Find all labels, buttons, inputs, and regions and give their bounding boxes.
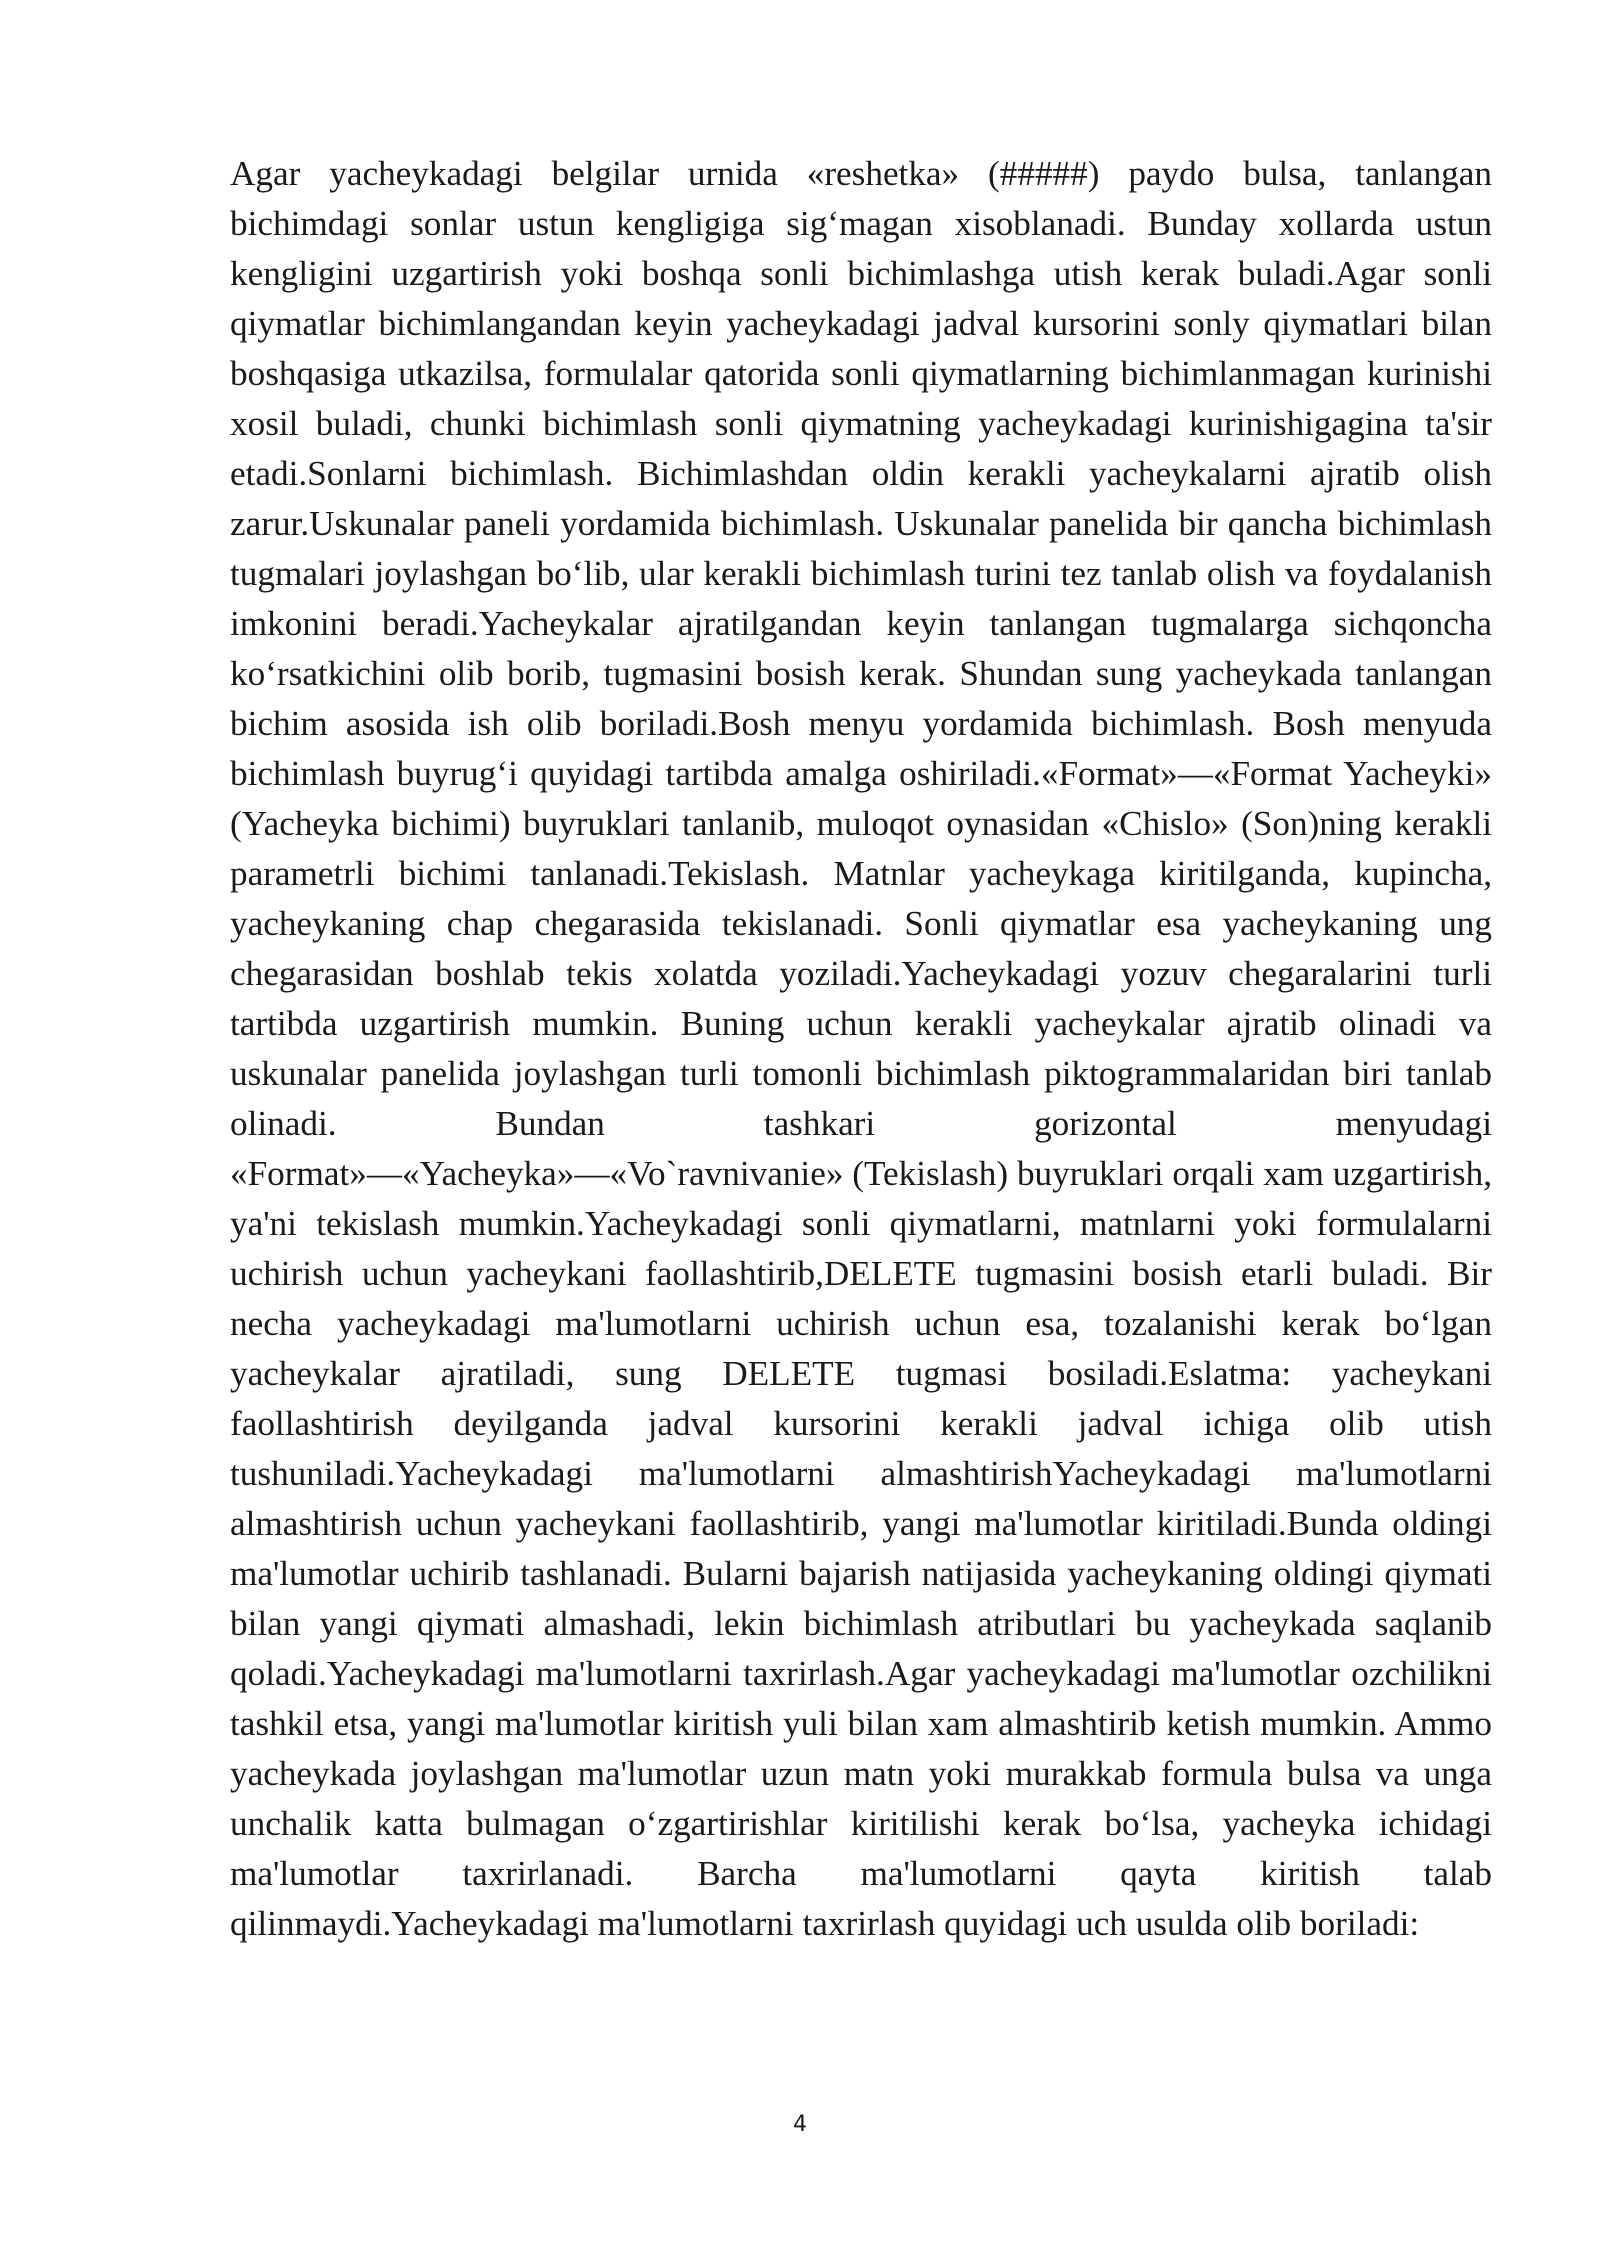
page-number: 4 (793, 2112, 807, 2137)
body-paragraph: Agar yacheykadagi belgilar urnida «reshetka» (#####) paydo bulsa, tanlangan bichimdagi sonlar ustun kengligiga sigʻmagan xisoblanadi. Bunday xollarda ustun kengligini uzgartirish yoki boshqa sonli bichimlashga utish kerak buladi.Agar sonli qiymatlar bichimlangandan keyin yacheykadagi jadval kursorini sonly qiymatlari bilan boshqasiga utkazilsa, formulalar qatorida sonli qiymatlarning bichimlanmagan kurinishi xosil buladi, chunki bichimlash sonli qiymatning yacheykadagi kurinishigagina ta'sir etadi.Sonlarni bichimlash. Bichimlashdan oldin kerakli yacheykalarni ajratib olish zarur.Uskunalar paneli yordamida bichimlash. Uskunalar panelida bir qancha bichimlash tugmalari joylashgan boʻlib, ular kerakli bichimlash turini tez tanlab olish va foydalanish imkonini beradi.Yacheykalar ajratilgandan keyin tanlangan tugmalarga sichqoncha koʻrsatkichini olib borib, tugmasini bosish kerak. Shundan sung yacheykada tanlangan bichim asosida ish olib boriladi.Bosh menyu yordamida bichimlash. Bosh menyuda bichimlash buyrugʻi quyidagi tartibda amalga oshiriladi.«Format»—«Format Yacheyki» (Yacheyka bichimi) buyruklari tanlanib, muloqot oynasidan «Chislo» (Son)ning kerakli parametrli bichimi tanlanadi.Tekislash. Matnlar yacheykaga kiritilganda, kupincha, yacheykaning chap chegarasida tekislanadi. Sonli qiymatlar esa yacheykaning ung chegarasidan boshlab tekis xolatda yoziladi.Yacheykadagi yozuv chegaralarini turli tartibda uzgartirish mumkin. Buning uchun kerakli yacheykalar ajratib olinadi va uskunalar panelida joylashgan turli tomonli bichimlash piktogrammalaridan biri tanlab olinadi. Bundan tashkari gorizontal menyudagi «Format»—«Yacheyka»—«Vo`ravnivanie» (Tekislash) buyruklari orqali xam uzgartirish, ya'ni tekislash mumkin.Yacheykadagi sonli qiymatlarni, matnlarni yoki formulalarni uchirish uchun yacheykani faollashtirib,DELETE tugmasini bosish etarli buladi. Bir necha yacheykadagi ma'lumotlarni uchirish uchun esa, tozalanishi kerak boʻlgan yacheykalar ajratiladi, sung DELETE tugmasi bosiladi.Eslatma: yacheykani faollashtirish deyilganda jadval kursorini kerakli jadval ichiga olib utish tushuniladi.Yacheykadagi ma'lumotlarni almashtirishYacheykadagi ma'lumotlarni almashtirish uchun yacheykani faollashtirib, yangi ma'lumotlar kiritiladi.Bunda oldingi ma'lumotlar uchirib tashlanadi. Bularni bajarish natijasida yacheykaning oldingi qiymati bilan yangi qiymati almashadi, lekin bichimlash atributlari bu yacheykada saqlanib qoladi.Yacheykadagi ma'lumotlarni taxrirlash.Agar yacheykadagi ma'lumotlar ozchilikni tashkil etsa, yangi ma'lumotlar kiritish yuli bilan xam almashtirib ketish mumkin. Ammo yacheykada joylashgan ma'lumotlar uzun matn yoki murakkab formula bulsa va unga unchalik katta bulmagan oʻzgartirishlar kiritilishi kerak boʻlsa, yacheyka ichidagi ma'lumotlar taxrirlanadi. Barcha ma'lumotlarni qayta kiritish talab qilinmaydi.Yacheykadagi ma'lumotlarni taxrirlash quyidagi uch usulda olib boriladi: (230, 154, 1492, 1943)
